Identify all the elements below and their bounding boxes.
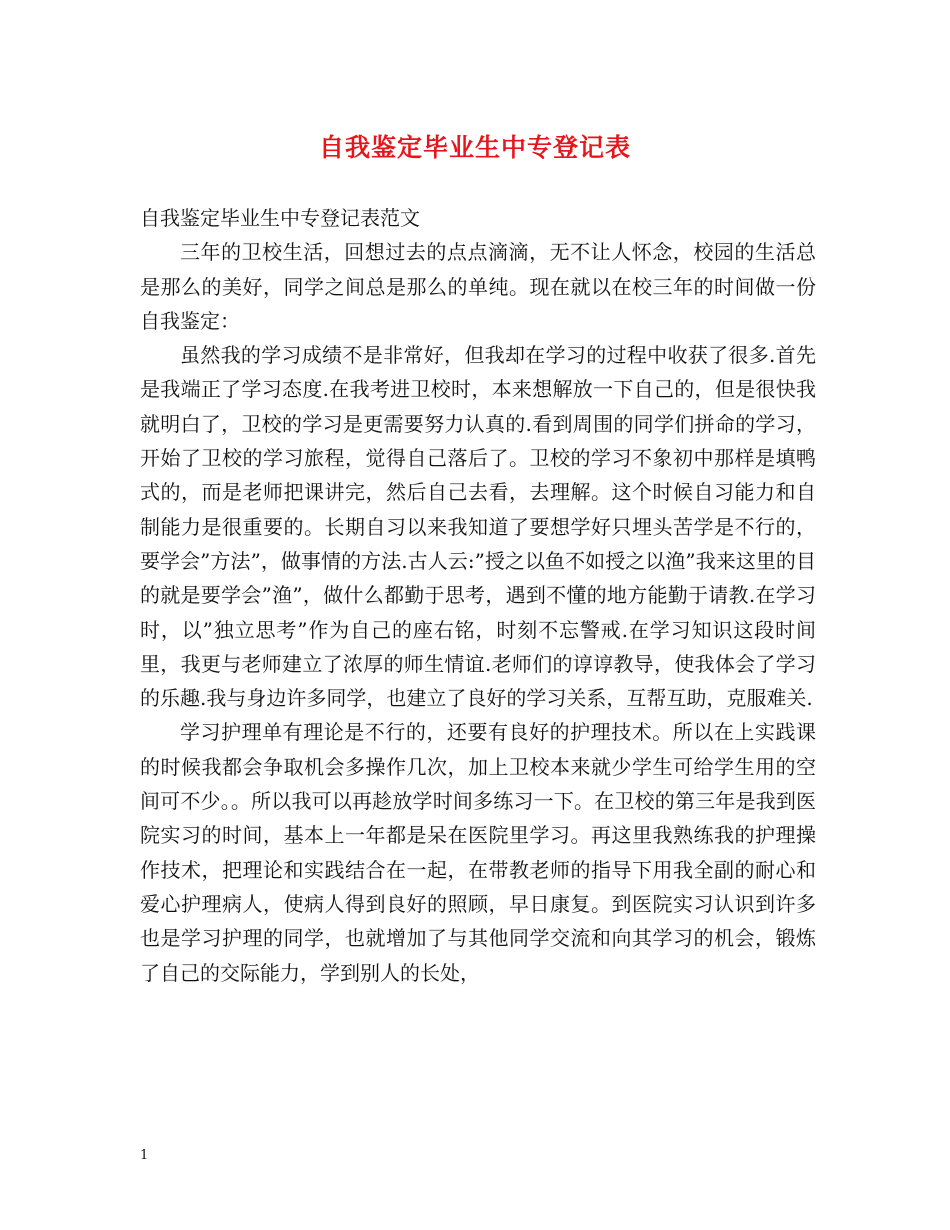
document-title: 自我鉴定毕业生中专登记表 (318, 133, 631, 162)
paragraph-practice: 学习护理单有理论是不行的，还要有良好的护理技术。所以在上实践课的时候我都会争取机会多操作几次，加上卫校本来就少学生可给学生用的空间可不少。。所以我可以再趁放学时间多练习一下。在卫校的第三年是我到医院实习的时间，基本上一年都是呆在医院里学习。再这里我熟练我的护理操作技术，把理论和实践结合在一起，在带教老师的指导下用我全副的耐心和爱心护理病人，使病人得到良好的照顾，早日康复。到医院实习认识到许多也是学习护理的同学，也就增加了与其他同学交流和向其学习的机会，锻炼了自己的交际能力，学到别人的长处， (140, 720, 816, 985)
page-number: 1 (140, 1148, 149, 1163)
document-subtitle: 自我鉴定毕业生中专登记表范文 (140, 206, 420, 230)
document-body (140, 201, 816, 990)
paragraph-intro: 三年的卫校生活，回想过去的点点滴滴，无不让人怀念，校园的生活总是那么的美好，同学之间总是那么的单纯。现在就以在校三年的时间做一份自我鉴定： (140, 240, 816, 333)
paragraph-study: 虽然我的学习成绩不是非常好，但我却在学习的过程中收获了很多.首先是我端正了学习态度.在我考进卫校时，本来想解放一下自己的，但是很快我就明白了，卫校的学习是更需要努力认真的.看到周围的同学们拼命的学习，开始了卫校的学习旅程，觉得自己落后了。卫校的学习不象初中那样是填鸭式的，而是老师把课讲完，然后自己去看，去理解。这个时候自习能力和自制能力是很重要的。长期自习以来我知道了要想学好只埋头苦学是不行的，要学会”方法”，做事情的方法.古人云:”授之以鱼不如授之以渔”我来这里的目的就是要学会”渔”，做什么都勤于思考，遇到不懂的地方能勤于请教.在学习时，以”独立思考”作为自己的座右铭，时刻不忘警戒.在学习知识这段时间里，我更与老师建立了浓厚的师生情谊.老师们的谆谆教导，使我体会了学习的乐趣.我与身边许多同学，也建立了良好的学习关系，互帮互助，克服难关. (140, 343, 816, 711)
